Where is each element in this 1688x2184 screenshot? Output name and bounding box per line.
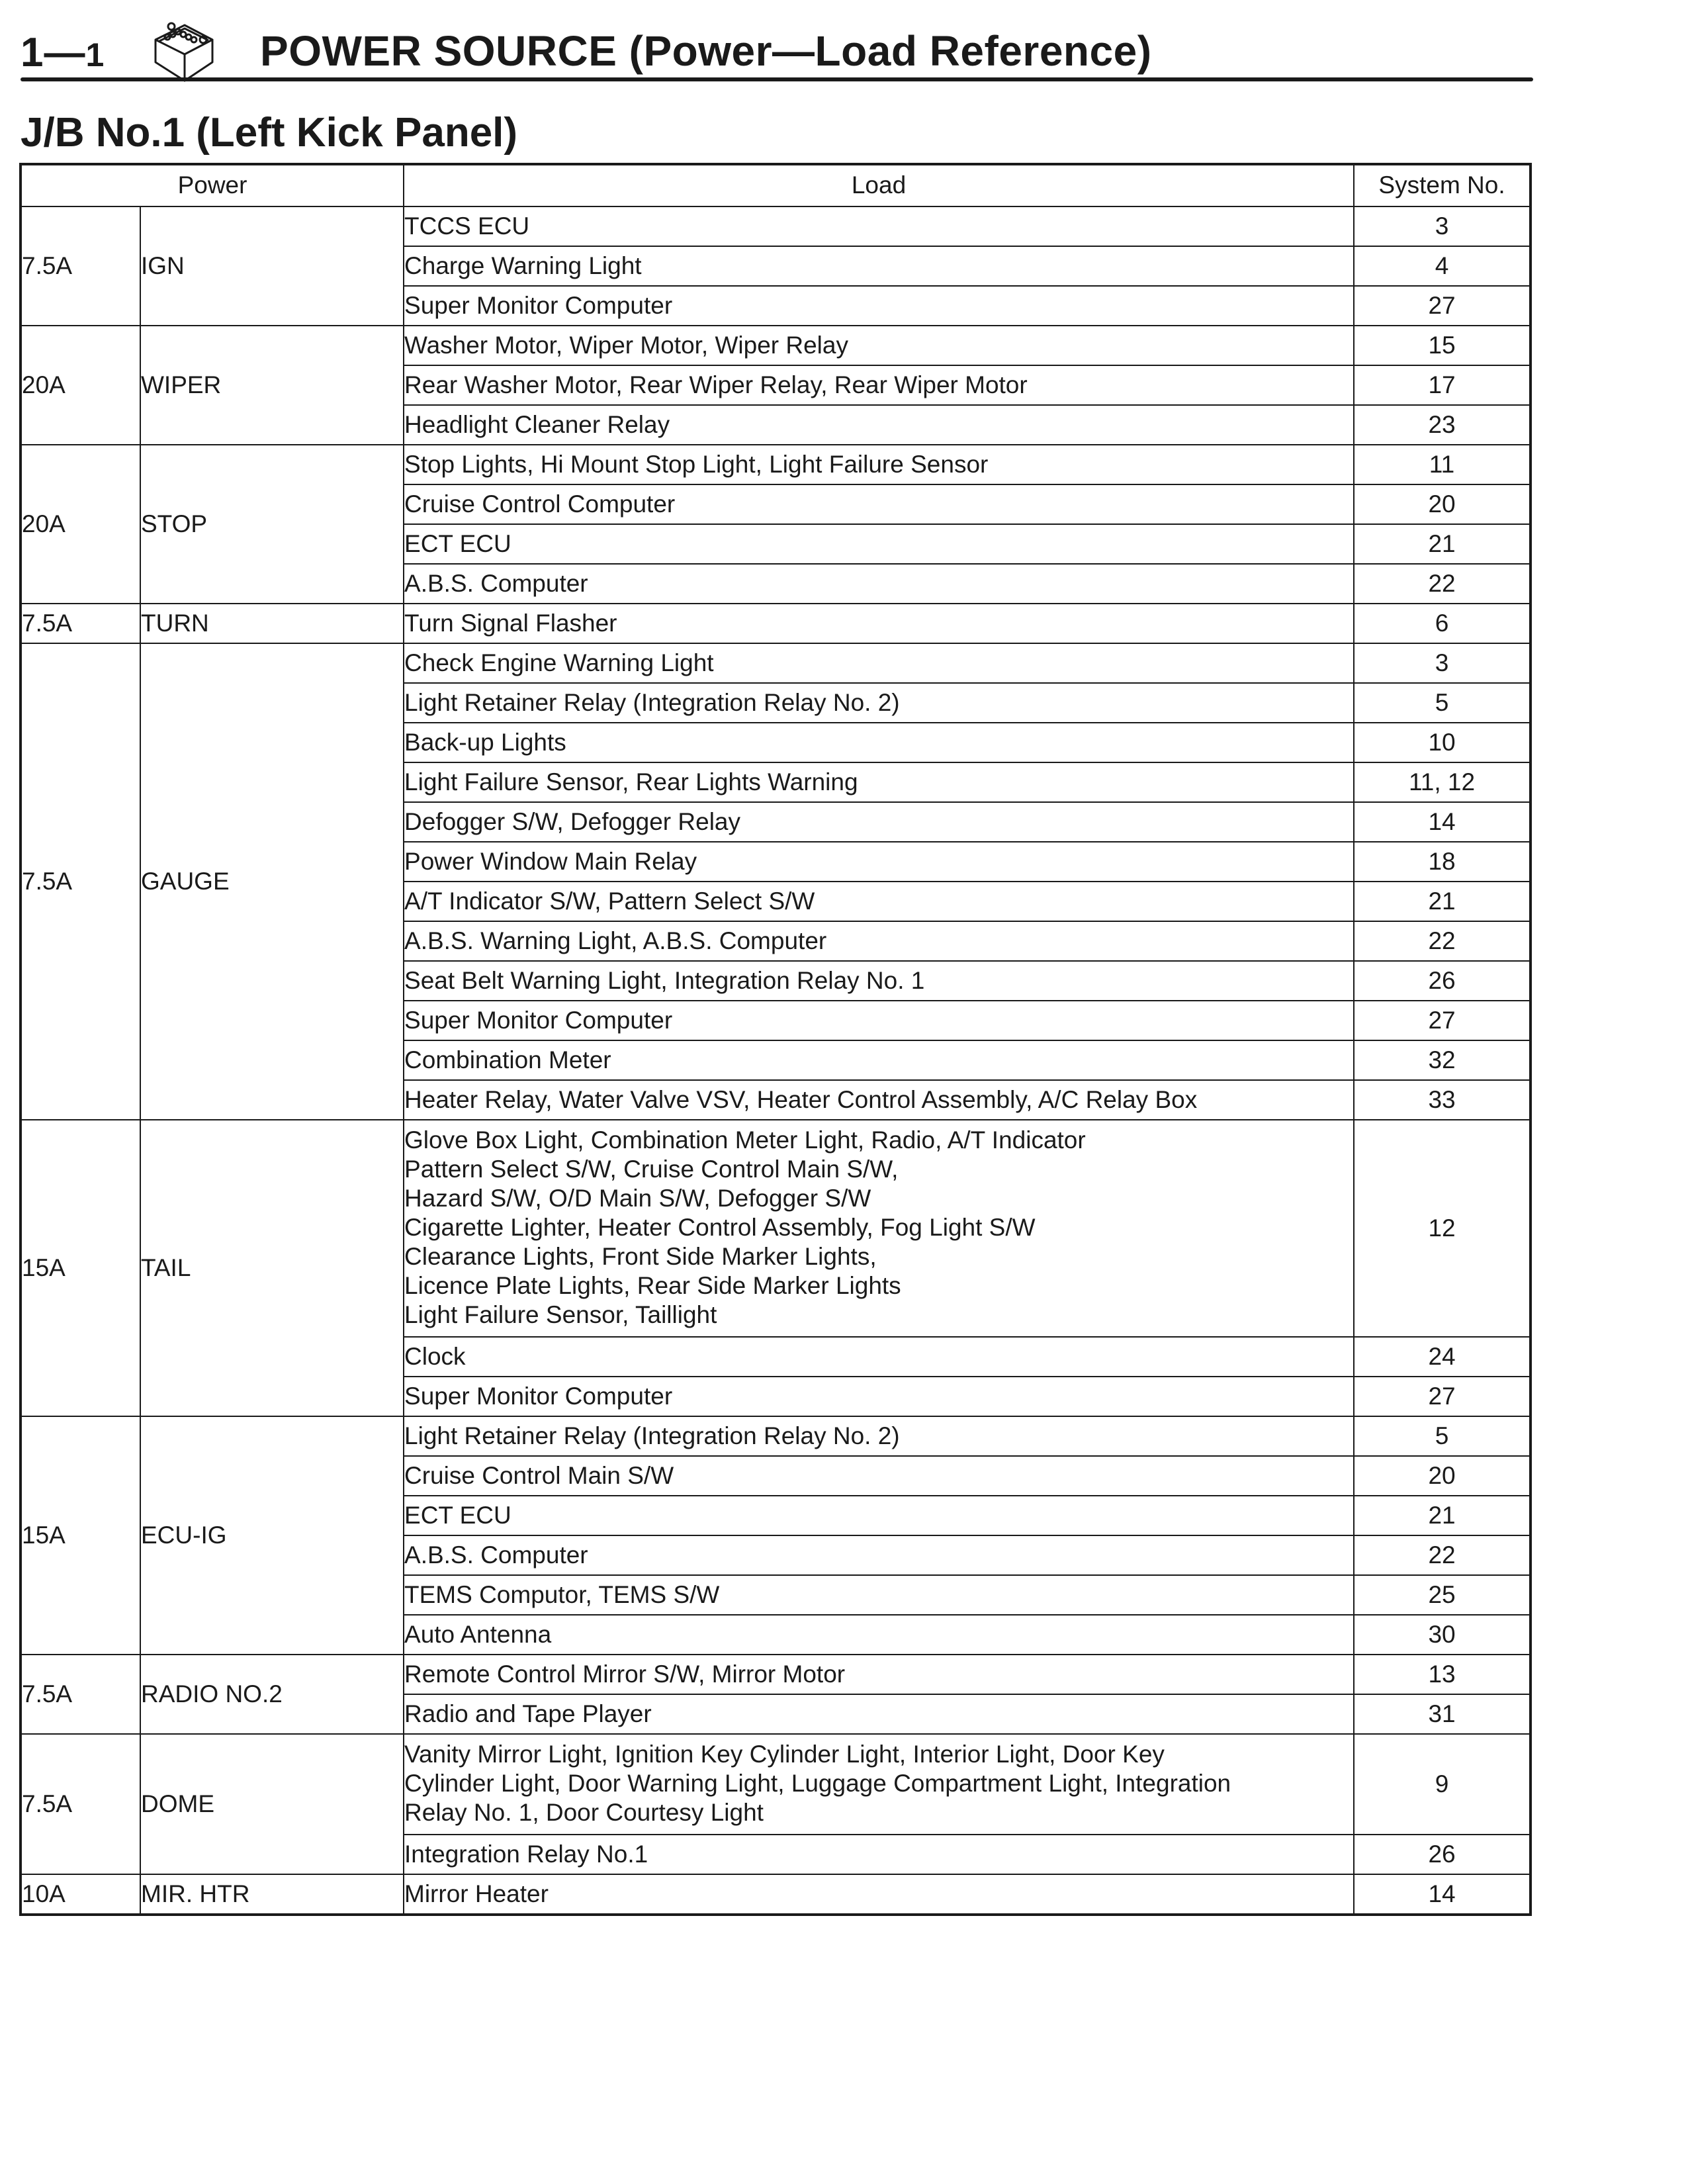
load-cell: Radio and Tape Player [404, 1694, 1354, 1734]
column-header-load: Load [404, 164, 1354, 206]
system-number: 11, 12 [1354, 762, 1531, 802]
load-line: Relay No. 1, Door Courtesy Light [404, 1799, 764, 1827]
table-row [21, 604, 1531, 643]
load-cell: Super Monitor Computer [404, 1377, 1354, 1416]
system-number: 3 [1354, 643, 1531, 683]
load-cell: Auto Antenna [404, 1615, 1354, 1655]
load-cell: Mirror Heater [404, 1874, 1354, 1915]
system-number: 22 [1354, 564, 1531, 604]
system-number: 11 [1354, 445, 1531, 484]
system-number: 5 [1354, 683, 1531, 723]
system-number: 21 [1354, 524, 1531, 564]
system-number: 14 [1354, 1874, 1531, 1915]
load-cell: A.B.S. Warning Light, A.B.S. Computer [404, 921, 1354, 961]
load-cell: Turn Signal Flasher [404, 604, 1354, 643]
fuse-amperage: 7.5A [21, 643, 140, 1120]
system-number: 31 [1354, 1694, 1531, 1734]
system-number: 24 [1354, 1337, 1531, 1377]
fuse-amperage: 7.5A [21, 1655, 140, 1734]
system-number: 32 [1354, 1040, 1531, 1080]
system-number: 26 [1354, 1835, 1531, 1874]
section-number-main: 1 [21, 30, 44, 75]
system-number: 9 [1354, 1734, 1531, 1835]
system-number: 17 [1354, 365, 1531, 405]
load-cell: Integration Relay No.1 [404, 1835, 1354, 1874]
load-cell: Cruise Control Main S/W [404, 1456, 1354, 1496]
header-rule [21, 77, 1533, 81]
load-cell: Cruise Control Computer [404, 484, 1354, 524]
system-number: 20 [1354, 1456, 1531, 1496]
system-number: 14 [1354, 802, 1531, 842]
load-line: Cigarette Lighter, Heater Control Assembly, Fog Light S/W [404, 1214, 1036, 1242]
load-cell: ECT ECU [404, 524, 1354, 564]
load-cell [404, 1120, 1354, 1337]
battery-icon [146, 20, 219, 86]
system-number: 26 [1354, 961, 1531, 1001]
system-number: 27 [1354, 1377, 1531, 1416]
fuse-amperage: 7.5A [21, 1734, 140, 1874]
load-cell: A.B.S. Computer [404, 564, 1354, 604]
fuse-circuit-name: RADIO NO.2 [140, 1655, 404, 1734]
section-number [21, 29, 105, 76]
load-cell [404, 1734, 1354, 1835]
load-cell: A.B.S. Computer [404, 1535, 1354, 1575]
system-number: 3 [1354, 206, 1531, 246]
load-cell: Power Window Main Relay [404, 842, 1354, 882]
system-number: 4 [1354, 246, 1531, 286]
system-number: 12 [1354, 1120, 1531, 1337]
load-cell: Headlight Cleaner Relay [404, 405, 1354, 445]
system-number: 22 [1354, 921, 1531, 961]
load-cell: Heater Relay, Water Valve VSV, Heater Control Assembly, A/C Relay Box [404, 1080, 1354, 1120]
load-line: Pattern Select S/W, Cruise Control Main S/W, [404, 1156, 899, 1183]
load-line: Glove Box Light, Combination Meter Light, Radio, A/T Indicator [404, 1126, 1086, 1154]
fuse-amperage: 7.5A [21, 604, 140, 643]
system-number: 21 [1354, 882, 1531, 921]
load-cell: A/T Indicator S/W, Pattern Select S/W [404, 882, 1354, 921]
column-header-system-no: System No. [1354, 164, 1531, 206]
system-number: 21 [1354, 1496, 1531, 1535]
fuse-circuit-name: WIPER [140, 326, 404, 445]
fuse-amperage: 20A [21, 445, 140, 604]
section-subtitle: J/B No.1 (Left Kick Panel) [21, 110, 518, 156]
fuse-circuit-name: MIR. HTR [140, 1874, 404, 1915]
table-row [21, 643, 1531, 683]
fuse-circuit-name: ECU-IG [140, 1416, 404, 1655]
fuse-circuit-name: STOP [140, 445, 404, 604]
page-title: POWER SOURCE (Power—Load Reference) [260, 27, 1152, 75]
fuse-amperage: 20A [21, 326, 140, 445]
fuse-amperage: 10A [21, 1874, 140, 1915]
load-line: Hazard S/W, O/D Main S/W, Defogger S/W [404, 1185, 871, 1212]
system-number: 22 [1354, 1535, 1531, 1575]
system-number: 5 [1354, 1416, 1531, 1456]
load-cell: TEMS Computor, TEMS S/W [404, 1575, 1354, 1615]
load-cell: Rear Washer Motor, Rear Wiper Relay, Rear Wiper Motor [404, 365, 1354, 405]
table-row [21, 1655, 1531, 1694]
system-number: 33 [1354, 1080, 1531, 1120]
load-cell: Super Monitor Computer [404, 1001, 1354, 1040]
system-number: 25 [1354, 1575, 1531, 1615]
load-line: Clearance Lights, Front Side Marker Lights, [404, 1243, 877, 1271]
load-cell: Light Retainer Relay (Integration Relay No. 2) [404, 683, 1354, 723]
system-number: 13 [1354, 1655, 1531, 1694]
load-cell: Check Engine Warning Light [404, 643, 1354, 683]
fuse-circuit-name: IGN [140, 206, 404, 326]
page-header [21, 20, 1533, 83]
fuse-circuit-name: TURN [140, 604, 404, 643]
fuse-circuit-name: GAUGE [140, 643, 404, 1120]
load-cell: Light Retainer Relay (Integration Relay No. 2) [404, 1416, 1354, 1456]
system-number: 18 [1354, 842, 1531, 882]
table-row [21, 1416, 1531, 1456]
load-cell: TCCS ECU [404, 206, 1354, 246]
system-number: 27 [1354, 286, 1531, 326]
system-number: 10 [1354, 723, 1531, 762]
load-cell: ECT ECU [404, 1496, 1354, 1535]
load-cell: Stop Lights, Hi Mount Stop Light, Light Failure Sensor [404, 445, 1354, 484]
load-line: Cylinder Light, Door Warning Light, Luggage Compartment Light, Integration [404, 1770, 1231, 1797]
load-cell: Remote Control Mirror S/W, Mirror Motor [404, 1655, 1354, 1694]
power-load-table [19, 163, 1532, 1916]
load-cell: Combination Meter [404, 1040, 1354, 1080]
load-cell: Super Monitor Computer [404, 286, 1354, 326]
column-header-power: Power [21, 164, 404, 206]
table-row [21, 1734, 1531, 1835]
section-number-dash: — [44, 30, 86, 75]
load-cell: Charge Warning Light [404, 246, 1354, 286]
load-line: Licence Plate Lights, Rear Side Marker Lights [404, 1272, 901, 1300]
table-row [21, 445, 1531, 484]
table-row [21, 1874, 1531, 1915]
fuse-amperage: 15A [21, 1120, 140, 1416]
table-row [21, 326, 1531, 365]
load-line: Vanity Mirror Light, Ignition Key Cylinder Light, Interior Light, Door Key [404, 1741, 1165, 1768]
table-header-row [21, 164, 1531, 206]
fuse-amperage: 15A [21, 1416, 140, 1655]
load-cell: Defogger S/W, Defogger Relay [404, 802, 1354, 842]
table-row [21, 206, 1531, 246]
load-cell: Light Failure Sensor, Rear Lights Warning [404, 762, 1354, 802]
table-row [21, 1120, 1531, 1337]
section-number-sub: 1 [85, 36, 105, 73]
load-cell: Seat Belt Warning Light, Integration Relay No. 1 [404, 961, 1354, 1001]
fuse-circuit-name: TAIL [140, 1120, 404, 1416]
load-cell: Back-up Lights [404, 723, 1354, 762]
system-number: 27 [1354, 1001, 1531, 1040]
fuse-circuit-name: DOME [140, 1734, 404, 1874]
system-number: 23 [1354, 405, 1531, 445]
system-number: 6 [1354, 604, 1531, 643]
fuse-amperage: 7.5A [21, 206, 140, 326]
system-number: 15 [1354, 326, 1531, 365]
system-number: 30 [1354, 1615, 1531, 1655]
table-body [21, 206, 1531, 1915]
system-number: 20 [1354, 484, 1531, 524]
load-cell: Clock [404, 1337, 1354, 1377]
load-line: Light Failure Sensor, Taillight [404, 1301, 717, 1329]
load-cell: Washer Motor, Wiper Motor, Wiper Relay [404, 326, 1354, 365]
